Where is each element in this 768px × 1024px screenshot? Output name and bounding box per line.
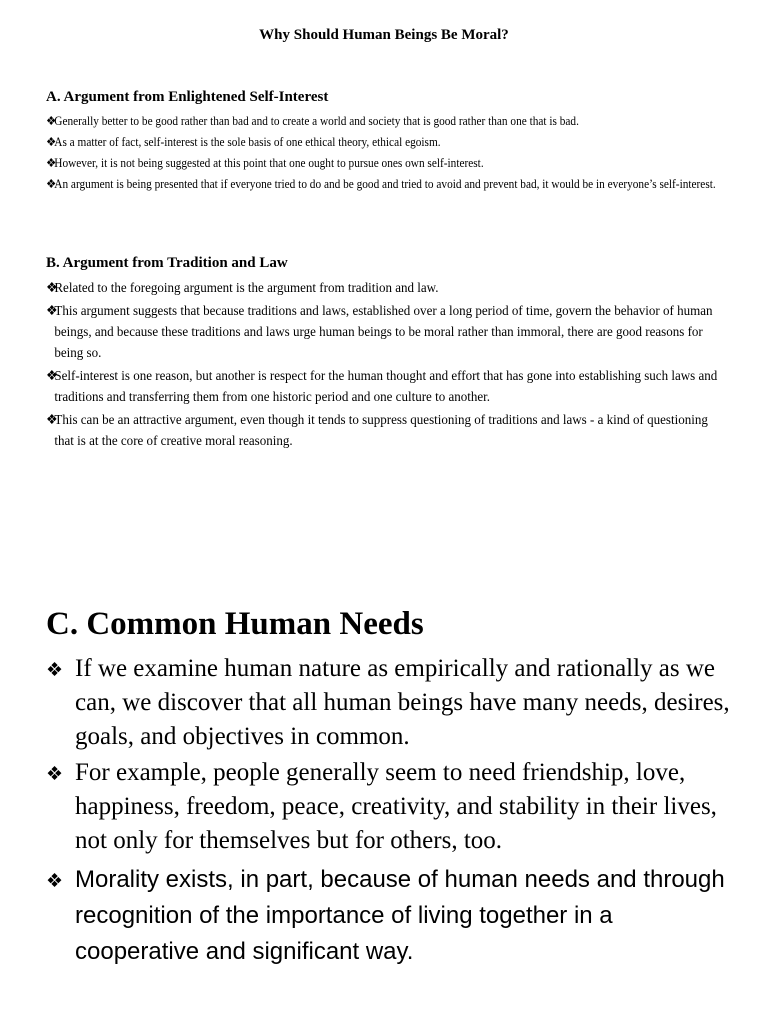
section-b-heading: B. Argument from Tradition and Law <box>46 255 288 271</box>
list-item: ❖ As a matter of fact, self-interest is the sole basis of one ethical theory, ethical egoism. <box>46 135 441 149</box>
section-a <box>46 88 726 196</box>
list-item: ❖ Generally better to be good rather than bad and to create a world and society that is good rather than one that is bad. <box>46 114 579 128</box>
diamond-bullet-icon: ❖ <box>46 660 64 681</box>
diamond-bullet-icon: ❖ <box>46 413 58 428</box>
section-c <box>46 652 736 972</box>
section-a-heading: A. Argument from Enlightened Self-Interest <box>46 89 329 105</box>
diamond-bullet-icon: ❖ <box>46 304 58 319</box>
list-item: ❖ For example, people generally seem to need friendship, love, happiness, freedom, peace, creativity, and stability in their lives, not only for themselves but for others, too. <box>46 759 717 854</box>
list-item: ❖ If we examine human nature as empirically and rationally as we can, we discover that all human beings have many needs, desires, goals, and objectives in common. <box>46 655 730 750</box>
list-item: ❖ Self-interest is one reason, but another is respect for the human thought and effort that has gone into establishing such laws and traditions and transferring them from one historic period and one culture to another. <box>46 366 719 408</box>
diamond-bullet-icon: ❖ <box>46 764 64 785</box>
section-c-heading: C. Common Human Needs <box>46 606 424 642</box>
diamond-bullet-icon: ❖ <box>46 369 58 384</box>
section-b <box>46 254 726 454</box>
diamond-bullet-icon: ❖ <box>46 871 64 892</box>
list-item: ❖ Related to the foregoing argument is the argument from tradition and law. <box>46 278 719 299</box>
diamond-bullet-icon: ❖ <box>46 177 57 191</box>
list-item: ❖ An argument is being presented that if everyone tried to do and be good and tried to avoid and prevent bad, it would be in everyone’s self-interest. <box>46 177 716 191</box>
list-item: ❖ Morality exists, in part, because of human needs and through recognition of the importance of living together in a cooperative and significant way. <box>46 866 725 965</box>
diamond-bullet-icon: ❖ <box>46 135 57 149</box>
list-item: ❖ This argument suggests that because traditions and laws, established over a long period of time, govern the behavior of human beings, and because these traditions and laws urge human beings to be moral rather than immoral, there are good reasons for being so. <box>46 301 719 364</box>
diamond-bullet-icon: ❖ <box>46 114 57 128</box>
page-title: Why Should Human Beings Be Moral? <box>259 27 509 43</box>
diamond-bullet-icon: ❖ <box>46 156 57 170</box>
diamond-bullet-icon: ❖ <box>46 281 58 296</box>
list-item: ❖ This can be an attractive argument, even though it tends to suppress questioning of traditions and laws - a kind of questioning that is at the core of creative moral reasoning. <box>46 410 719 452</box>
list-item: ❖ However, it is not being suggested at this point that one ought to pursue ones own self-interest. <box>46 156 484 170</box>
